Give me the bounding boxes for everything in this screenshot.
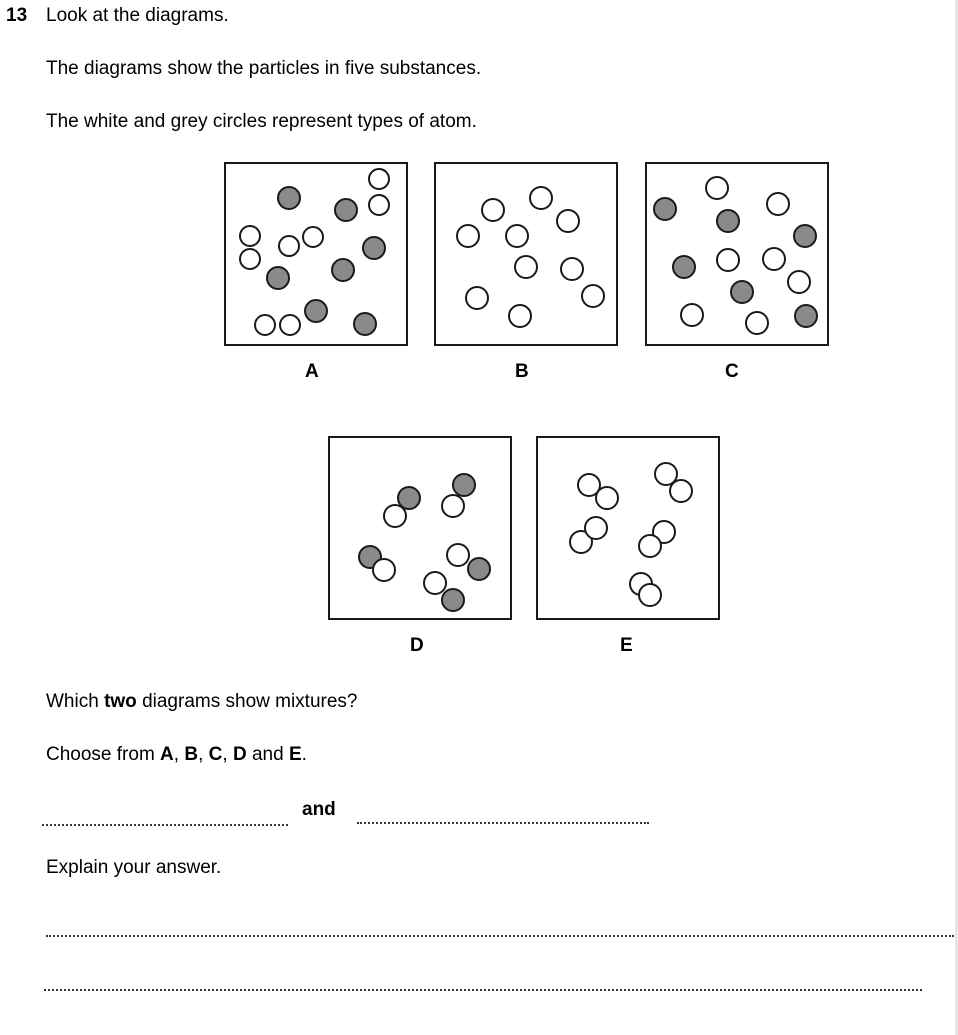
grey-atom xyxy=(453,474,475,496)
white-atom xyxy=(442,495,464,517)
diagram-d-label: D xyxy=(410,635,424,656)
grey-atom xyxy=(654,198,676,220)
white-atom xyxy=(303,227,323,247)
white-atom xyxy=(717,249,739,271)
white-atom xyxy=(482,199,504,221)
answer-and-label: and xyxy=(302,799,336,820)
grey-atom xyxy=(398,487,420,509)
diagram-c-particles xyxy=(647,164,827,344)
white-atom xyxy=(763,248,785,270)
diagram-d xyxy=(328,436,512,620)
diagram-e-label: E xyxy=(620,635,633,656)
explain-line-1[interactable] xyxy=(46,935,954,937)
diagram-b xyxy=(434,162,618,346)
grey-atom xyxy=(354,313,376,335)
grey-atom xyxy=(468,558,490,580)
white-atom xyxy=(466,287,488,309)
grey-atom xyxy=(332,259,354,281)
white-atom xyxy=(424,572,446,594)
white-atom xyxy=(457,225,479,247)
diagram-b-label: B xyxy=(515,361,529,382)
white-atom xyxy=(255,315,275,335)
question-line-atoms: The white and grey circles represent types of atom. xyxy=(46,111,477,132)
grey-atom xyxy=(795,305,817,327)
grey-atom xyxy=(267,267,289,289)
question-intro: Look at the diagrams. xyxy=(46,5,229,26)
white-atom xyxy=(582,285,604,307)
grey-atom xyxy=(731,281,753,303)
mixtures-question: Which two diagrams show mixtures? xyxy=(46,691,358,712)
white-atom xyxy=(506,225,528,247)
grey-atom xyxy=(673,256,695,278)
question-line-substances: The diagrams show the particles in five substances. xyxy=(46,58,482,79)
diagram-b-particles xyxy=(436,164,616,344)
white-atom xyxy=(369,169,389,189)
diagram-c xyxy=(645,162,829,346)
white-atom xyxy=(670,480,692,502)
answer-field-second[interactable] xyxy=(357,822,649,824)
grey-atom xyxy=(305,300,327,322)
white-atom xyxy=(596,487,618,509)
grey-atom xyxy=(335,199,357,221)
white-atom xyxy=(561,258,583,280)
explain-line-2[interactable] xyxy=(44,989,922,991)
white-atom xyxy=(585,517,607,539)
white-atom xyxy=(639,535,661,557)
white-atom xyxy=(369,195,389,215)
diagram-c-label: C xyxy=(725,361,739,382)
white-atom xyxy=(706,177,728,199)
white-atom xyxy=(384,505,406,527)
white-atom xyxy=(515,256,537,278)
grey-atom xyxy=(794,225,816,247)
diagram-a-particles xyxy=(226,164,406,344)
white-atom xyxy=(557,210,579,232)
diagram-a-label: A xyxy=(305,361,319,382)
white-atom xyxy=(767,193,789,215)
white-atom xyxy=(447,544,469,566)
white-atom xyxy=(509,305,531,327)
grey-atom xyxy=(363,237,385,259)
white-atom xyxy=(240,249,260,269)
white-atom xyxy=(746,312,768,334)
white-atom xyxy=(279,236,299,256)
white-atom xyxy=(681,304,703,326)
grey-atom xyxy=(278,187,300,209)
diagram-d-particles xyxy=(330,438,510,618)
white-atom xyxy=(788,271,810,293)
diagram-e xyxy=(536,436,720,620)
question-number: 13 xyxy=(6,5,28,26)
white-atom xyxy=(530,187,552,209)
grey-atom xyxy=(442,589,464,611)
white-atom xyxy=(280,315,300,335)
explain-prompt: Explain your answer. xyxy=(46,857,222,878)
white-atom xyxy=(240,226,260,246)
white-atom xyxy=(373,559,395,581)
choose-instruction: Choose from A, B, C, D and E. xyxy=(46,744,307,765)
answer-field-first[interactable] xyxy=(42,824,288,826)
white-atom xyxy=(639,584,661,606)
grey-atom xyxy=(717,210,739,232)
diagram-a xyxy=(224,162,408,346)
diagram-e-particles xyxy=(538,438,718,618)
